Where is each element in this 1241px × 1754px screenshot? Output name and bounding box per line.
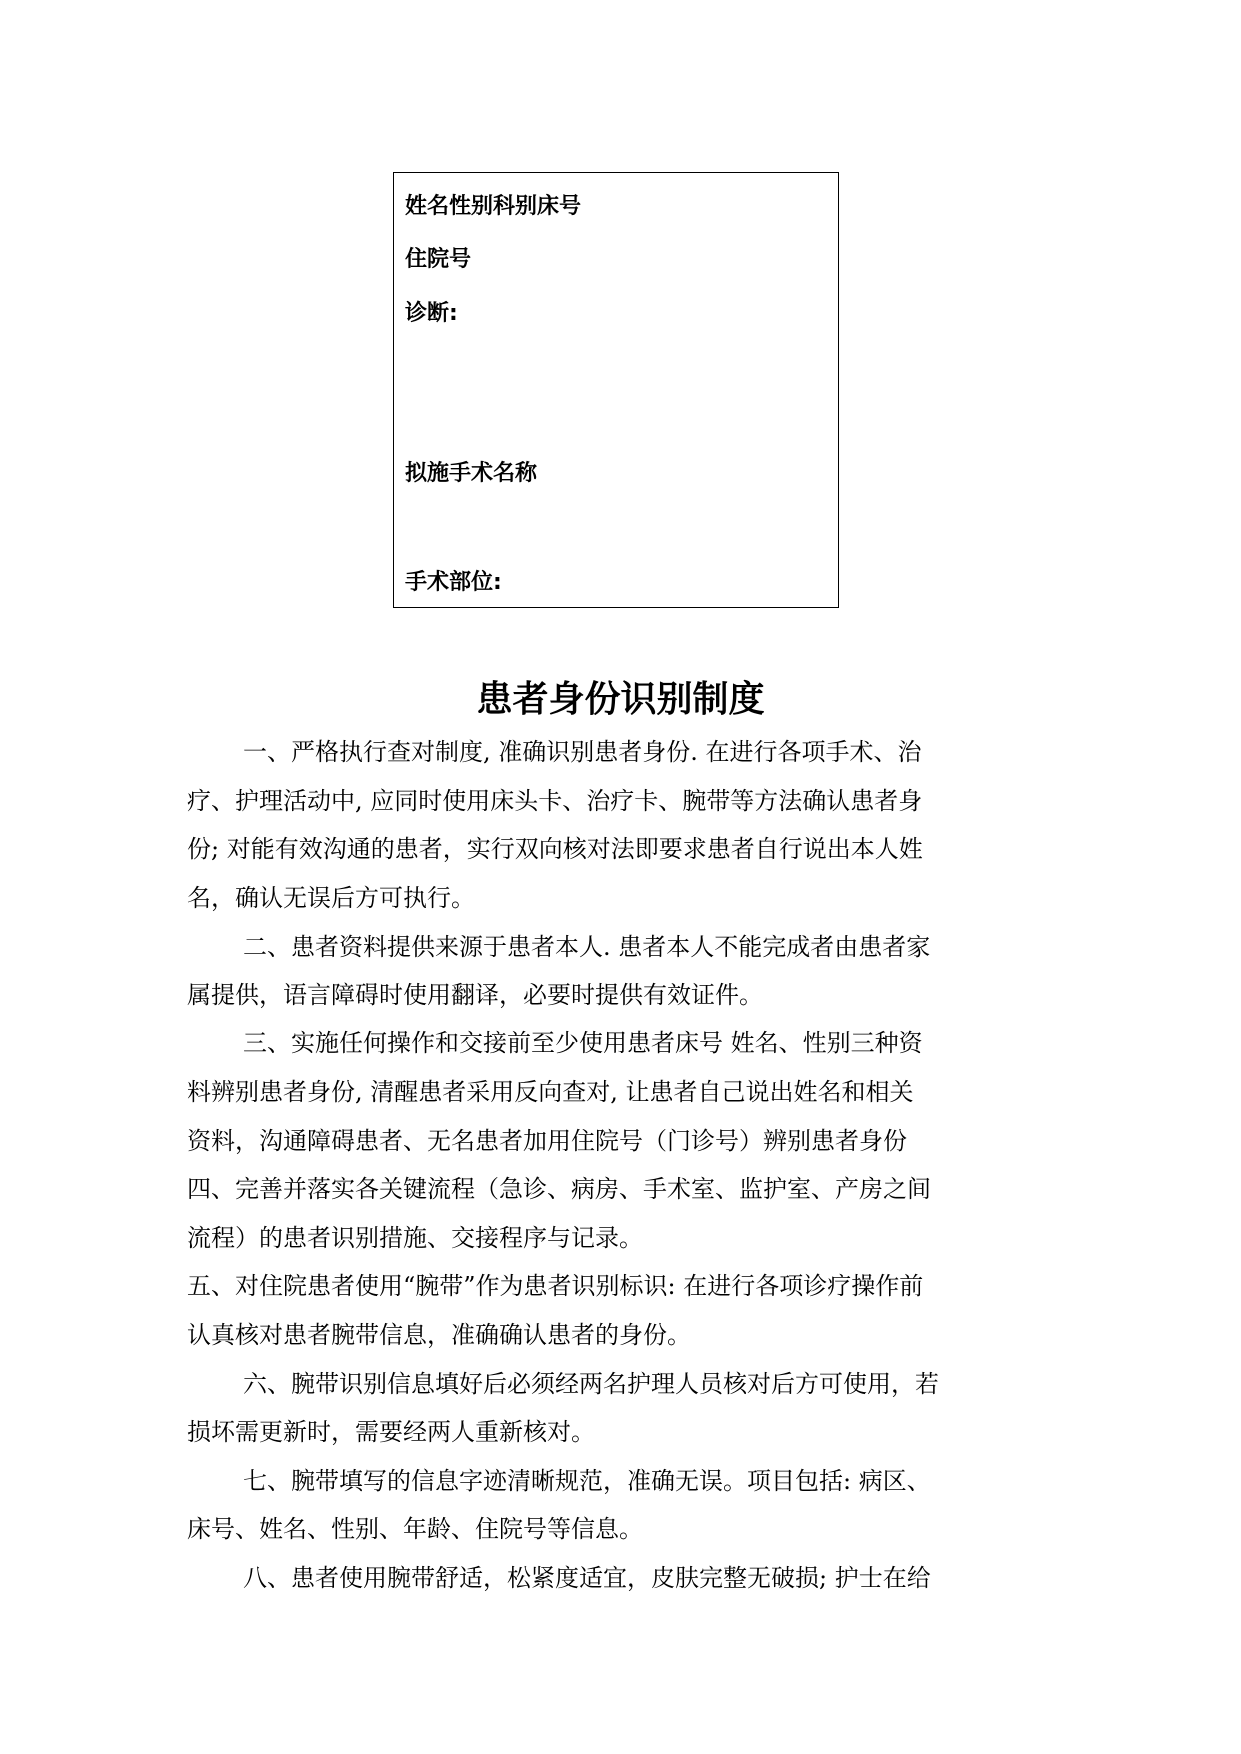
card-name-gender-dept-bed: 姓名性别科别床号	[405, 194, 582, 219]
para-2-line-2: 属提供，语言障碍时使用翻译，必要时提供有效证件。	[187, 981, 763, 1009]
para-4-line-2: 流程）的患者识别措施、交接程序与记录。	[187, 1224, 643, 1252]
card-surgery-site: 手术部位:	[405, 570, 502, 595]
card-planned-surgery: 拟施手术名称	[405, 461, 538, 486]
para-8-line-1: 八、患者使用腕带舒适，松紧度适宜，皮肤完整无破损; 护士在给	[243, 1564, 931, 1592]
card-diagnosis: 诊断:	[405, 301, 458, 326]
para-3-line-2: 料辨别患者身份, 清醒患者采用反向查对, 让患者自己说出姓名和相关	[187, 1078, 914, 1106]
para-3-line-3: 资料，沟通障碍患者、无名患者加用住院号（门诊号）辨别患者身份	[187, 1127, 907, 1155]
para-5-line-2: 认真核对患者腕带信息，准确确认患者的身份。	[187, 1321, 691, 1349]
para-6-line-1: 六、腕带识别信息填好后必须经两名护理人员核对后方可使用，若	[243, 1370, 939, 1398]
card-admission-number: 住院号	[405, 247, 472, 272]
para-3-line-1: 三、实施任何操作和交接前至少使用患者床号 姓名、性别三种资	[243, 1029, 923, 1057]
patient-info-card	[393, 172, 839, 608]
para-7-line-2: 床号、姓名、性别、年龄、住院号等信息。	[187, 1515, 643, 1543]
para-6-line-2: 损坏需更新时，需要经两人重新核对。	[187, 1418, 595, 1446]
para-1-line-4: 名，确认无误后方可执行。	[187, 884, 475, 912]
para-2-line-1: 二、患者资料提供来源于患者本人. 患者本人不能完成者由患者家	[243, 933, 931, 961]
para-5-line-1: 五、对住院患者使用“腕带”作为患者识别标识: 在进行各项诊疗操作前	[187, 1272, 924, 1300]
para-7-line-1: 七、腕带填写的信息字迹清晰规范，准确无误。项目包括: 病区、	[243, 1467, 931, 1495]
para-4-line-1: 四、完善并落实各关键流程（急诊、病房、手术室、监护室、产房之间	[187, 1175, 931, 1203]
document-title: 患者身份识别制度	[476, 679, 765, 720]
para-1-line-2: 疗、护理活动中, 应同时使用床头卡、治疗卡、腕带等方法确认患者身	[187, 787, 923, 815]
para-1-line-3: 份; 对能有效沟通的患者，实行双向核对法即要求患者自行说出本人姓	[187, 835, 923, 863]
para-1-line-1: 一、严格执行查对制度, 准确识别患者身份. 在进行各项手术、治	[243, 738, 922, 766]
